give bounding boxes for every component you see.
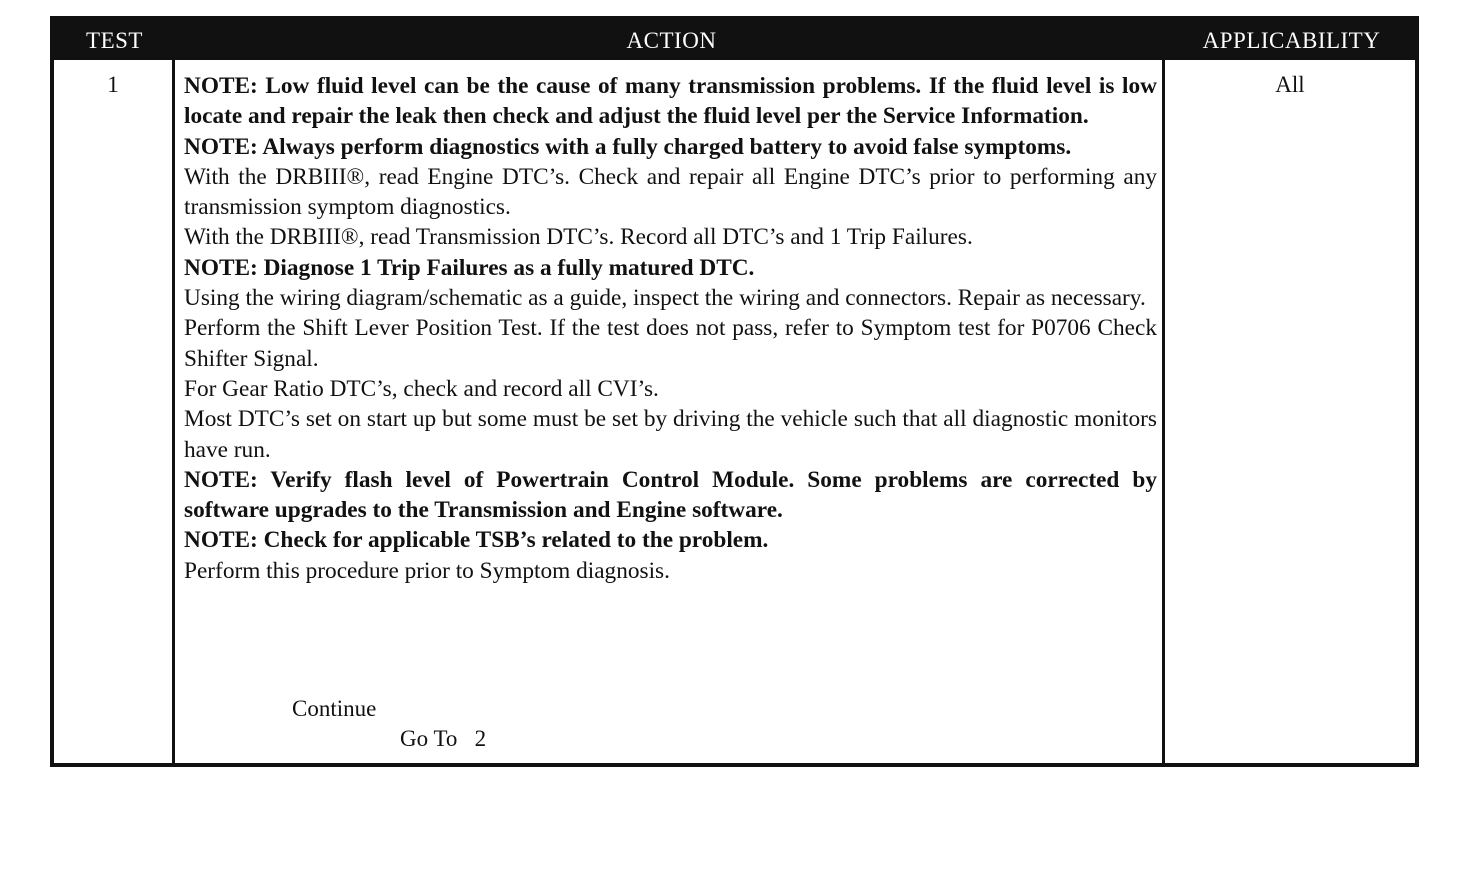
note-low-fluid: NOTE: Low fluid level can be the cause of many transmission problems. If the fluid level is low locate and repair the leak then check and adjust the fluid level per the Service Information.: [184, 73, 1157, 130]
test-number-cell: 1: [107, 72, 119, 97]
step-perform-procedure: Perform this procedure prior to Symptom diagnosis.: [184, 557, 670, 584]
step-read-engine-dtc: With the DRBIII®, read Engine DTC’s. Check and repair all Engine DTC’s prior to performing any transmission symptom diagnostics.: [184, 163, 1157, 221]
column-divider-action-applicability: [1162, 60, 1165, 767]
goto-label: Go To: [400, 726, 458, 751]
applicability-cell: All: [1275, 72, 1305, 97]
continue-label: Continue: [292, 696, 377, 721]
note-trip-failures: NOTE: Diagnose 1 Trip Failures as a fully matured DTC.: [184, 254, 755, 281]
table-header-row: [54, 20, 1415, 60]
note-charged-battery: NOTE: Always perform diagnostics with a fully charged battery to avoid false symptoms.: [184, 133, 1072, 160]
diagnostic-test-table: [50, 16, 1419, 767]
header-action: ACTION: [626, 28, 717, 53]
header-test: TEST: [86, 28, 143, 53]
step-shift-lever-test: Perform the Shift Lever Position Test. If the test does not pass, refer to Symptom test for P0706 Check Shifter Signal.: [184, 315, 1157, 372]
note-applicable-tsb: NOTE: Check for applicable TSB’s related to the problem.: [184, 527, 769, 554]
step-read-transmission-dtc: With the DRBIII®, read Transmission DTC’s. Record all DTC’s and 1 Trip Failures.: [184, 224, 973, 251]
step-dtc-monitors: Most DTC’s set on start up but some must be set by driving the vehicle such that all diagnostic monitors have run.: [184, 406, 1157, 463]
action-cell: [184, 71, 1157, 586]
step-gear-ratio: For Gear Ratio DTC’s, check and record all CVI’s.: [184, 375, 659, 402]
step-inspect-wiring: Using the wiring diagram/schematic as a guide, inspect the wiring and connectors. Repair as necessary.: [184, 285, 1146, 312]
note-flash-level: NOTE: Verify flash level of Powertrain Control Module. Some problems are corrected by software upgrades to the Transmission and Engine software.: [184, 466, 1157, 524]
goto-target: 2: [474, 726, 487, 751]
column-divider-test-action: [172, 60, 175, 767]
header-applicability: APPLICABILITY: [1202, 28, 1381, 53]
goto-instruction: [400, 724, 486, 754]
